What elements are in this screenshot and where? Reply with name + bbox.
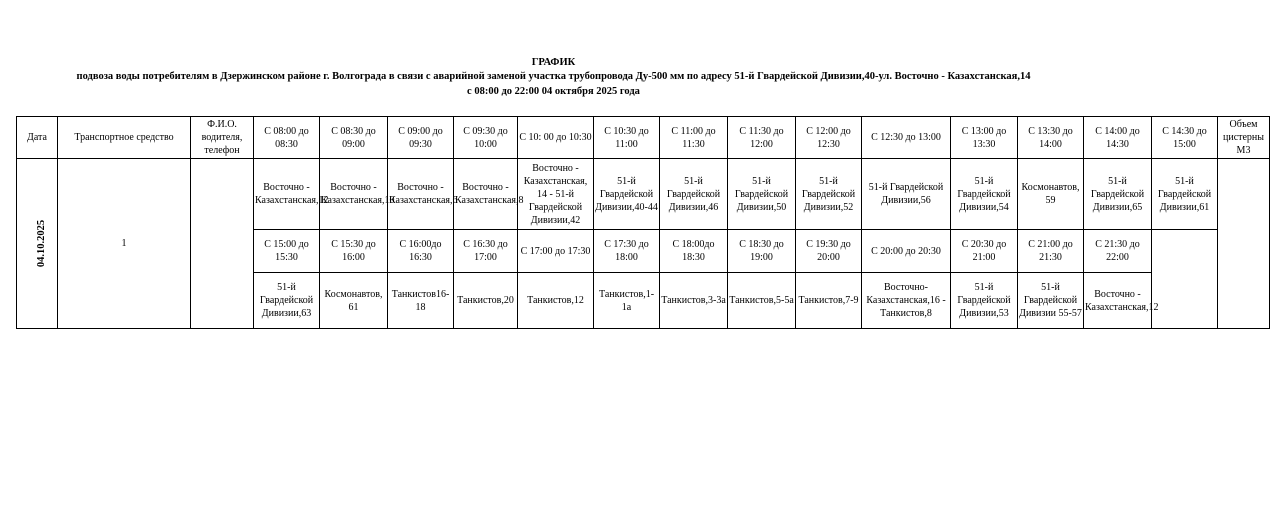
time-slot: С 09:00 до 09:30 <box>388 117 454 159</box>
time-slot: С 18:00до 18:30 <box>660 230 728 273</box>
address-cell: 51-й Гвардейской Дивизии,46 <box>660 159 728 230</box>
time-slot: С 16:30 до 17:00 <box>454 230 518 273</box>
time-slot: С 14:30 до 15:00 <box>1152 117 1218 159</box>
time-slot: С 15:00 до 15:30 <box>254 230 320 273</box>
time-slot: С 12:30 до 13:00 <box>862 117 951 159</box>
volume-cell <box>1218 159 1270 329</box>
address-cell: Восточно-Казахстанская,16 - Танкистов,8 <box>862 273 951 329</box>
address-cell: 51-й Гвардейской Дивизии,61 <box>1152 159 1218 230</box>
time-slot: С 10:30 до 11:00 <box>594 117 660 159</box>
address-cell: 51-й Гвардейской Дивизии,52 <box>796 159 862 230</box>
time-slot: С 20:30 до 21:00 <box>951 230 1018 273</box>
address-cell: 51-й Гвардейской Дивизии,65 <box>1084 159 1152 230</box>
address-cell: 51-й Гвардейской Дивизии,40-44 <box>594 159 660 230</box>
time-slot: С 13:00 до 13:30 <box>951 117 1018 159</box>
time-slot: С 12:00 до 12:30 <box>796 117 862 159</box>
address-cell: Восточно - Казахстанская,12 <box>254 159 320 230</box>
time-slot: С 17:00 до 17:30 <box>518 230 594 273</box>
address-row <box>17 159 1270 230</box>
address-cell: Восточно - Казахстанская,6 <box>388 159 454 230</box>
time-slot: С 10: 00 до 10:30 <box>518 117 594 159</box>
time-slot: С 20:00 до 20:30 <box>862 230 951 273</box>
address-cell: Танкистов,12 <box>518 273 594 329</box>
header-row <box>17 117 1270 159</box>
time-slot: С 21:30 до 22:00 <box>1084 230 1152 273</box>
time-slot: С 11:00 до 11:30 <box>660 117 728 159</box>
address-cell: Танкистов,1-1а <box>594 273 660 329</box>
time-slot: С 17:30 до 18:00 <box>594 230 660 273</box>
address-cell: 51-й Гвардейской Дивизии,50 <box>728 159 796 230</box>
header-transport: Транспортное средство <box>58 117 191 159</box>
time-slot: С 16:00до 16:30 <box>388 230 454 273</box>
address-cell: 51-й Гвардейской Дивизии 55-57 <box>1018 273 1084 329</box>
time-slot: С 15:30 до 16:00 <box>320 230 388 273</box>
time-slot: С 09:30 до 10:00 <box>454 117 518 159</box>
time-slot: С 08:00 до 08:30 <box>254 117 320 159</box>
address-cell: Танкистов,3-3а <box>660 273 728 329</box>
address-cell: 51-й Гвардейской Дивизии,54 <box>951 159 1018 230</box>
address-cell: Космонавтов, 61 <box>320 273 388 329</box>
transport-cell: 1 <box>58 159 191 329</box>
address-cell: Танкистов16-18 <box>388 273 454 329</box>
time-slot: С 08:30 до 09:00 <box>320 117 388 159</box>
address-cell: Восточно - Казахстанская,12 <box>1084 273 1152 329</box>
time-slot: С 19:30 до 20:00 <box>796 230 862 273</box>
time-slot: С 21:00 до 21:30 <box>1018 230 1084 273</box>
address-cell: Космонавтов, 59 <box>1018 159 1084 230</box>
header-date: Дата <box>17 117 58 159</box>
driver-cell <box>191 159 254 329</box>
address-cell: 51-й Гвардейской Дивизии,63 <box>254 273 320 329</box>
time-slot: С 14:00 до 14:30 <box>1084 117 1152 159</box>
address-cell: Восточно - Казахстанская,8 <box>454 159 518 230</box>
time-slot: С 11:30 до 12:00 <box>728 117 796 159</box>
address-cell: Танкистов,7-9 <box>796 273 862 329</box>
document-date-range: с 08:00 до 22:00 04 октября 2025 года <box>467 86 640 97</box>
address-cell: Восточно - Казахстанская, 14 - 51-й Гвардейской Дивизии,42 <box>518 159 594 230</box>
empty-cell <box>1152 230 1218 329</box>
time-slot: С 13:30 до 14:00 <box>1018 117 1084 159</box>
document-subtitle: подвоза воды потребителям в Дзержинском районе г. Волгограда в связи с аварийной заменой участка трубопровода Ду-500 мм по адресу 51-й Гвардейской Дивизии,40-ул. Восточно - Казахстанская,14 <box>76 71 1031 82</box>
address-cell: Восточно - Казахстанская,10 <box>320 159 388 230</box>
address-cell: Танкистов,20 <box>454 273 518 329</box>
time-slot: С 18:30 до 19:00 <box>728 230 796 273</box>
header-volume: Объем цистерны М3 <box>1218 117 1270 159</box>
address-cell: 51-й Гвардейской Дивизии,56 <box>862 159 951 230</box>
address-cell: 51-й Гвардейской Дивизии,53 <box>951 273 1018 329</box>
date-cell: 04.10.2025 <box>17 159 58 329</box>
schedule-table <box>16 116 1270 329</box>
header-driver: Ф.И.О. водителя, телефон <box>191 117 254 159</box>
document-title: ГРАФИК <box>531 57 576 68</box>
address-cell: Танкистов,5-5а <box>728 273 796 329</box>
